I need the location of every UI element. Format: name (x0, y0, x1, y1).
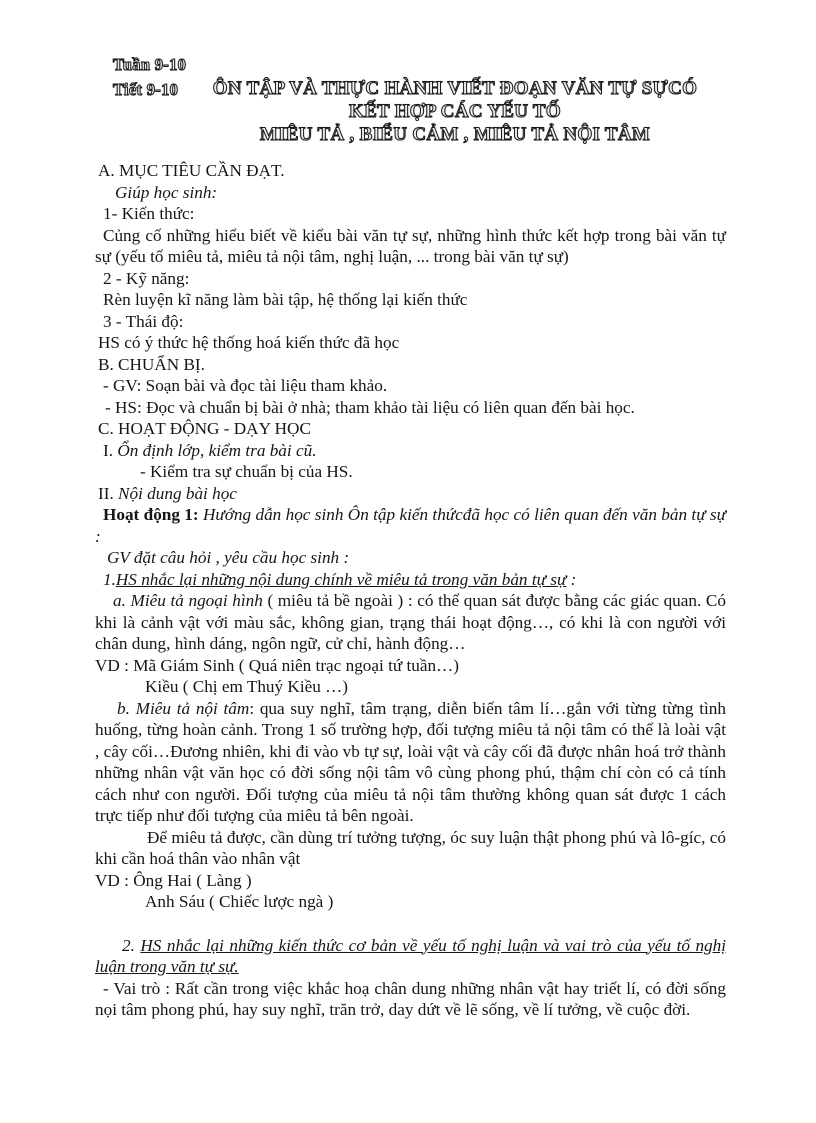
hoat-dong-1-label: Hoạt động 1: (103, 505, 203, 524)
heading-chuan-bi: B. CHUẨN BỊ. (98, 354, 205, 374)
para-item-1 (95, 569, 726, 591)
title-line-2: KẾT HỢP CÁC YẾU TỐ (349, 101, 561, 122)
period-label: Tiết 9-10 (113, 80, 179, 99)
para-de-mieu-ta: Để miêu tả được, cần dùng trí tưởng tượng, óc suy luận thật phong phú và lô-gíc, có khi cần hoá thân vào nhân vật (95, 827, 726, 868)
line-noi-dung (95, 483, 726, 505)
line-vd-ma-giam-sinh: VD : Mã Giám Sinh ( Quá niên trạc ngoại tứ tuần…) (95, 655, 459, 675)
para-hoat-dong-1 (95, 504, 726, 547)
heading-hoat-dong-day-hoc: C. HOẠT ĐỘNG - DẠY HỌC (98, 419, 311, 438)
item-1-text: HS nhắc lại những nội dung chính về miêu tả trong văn bản tự sự (115, 569, 567, 589)
document-body (95, 160, 726, 1021)
mieu-ta-noi-tam-text: : qua suy nghĩ, tâm trạng, diễn biến tâm lí…gắn với từng từng tình huống, từng hoàn cảnh. Trong 1 số trường hợp, đối tượng miêu tả nội tâm có thể là loài vật , cây cối…Đương nhiên, khi đi vào vb tự sự, loài vật và cây cối đã được nhân hoá trở thành những nhân vật văn học có đời sống nội tâm vô cùng phong phú, thậm chí còn có cả tính cách như con người. Đối tượng của miêu tả nội tâm thường không quan sát được 1 cách trực tiếp như đối tượng của miêu tả bên ngoài. (95, 698, 726, 825)
mieu-ta-noi-tam-label: b. Miêu tả nội tâm (117, 698, 250, 718)
line-vd-ong-hai: VD : Ông Hai ( Làng ) (95, 870, 252, 890)
line-giup-hoc-sinh: Giúp học sinh: (115, 182, 218, 202)
hoat-dong-1-text: Hướng dẫn học sinh Ôn tập kiến thứcđã học có liên quan đến văn bản tự sự : (95, 505, 726, 546)
item-2-number: 2. (122, 935, 141, 955)
heading-muc-tieu: A. MỤC TIÊU CẦN ĐẠT. (98, 161, 285, 180)
label-kien-thuc: 1- Kiến thức: (103, 204, 195, 223)
item-1-number: 1. (103, 569, 116, 589)
item-1-tail: : (566, 569, 577, 589)
title-line-1: ÔN TẬP VÀ THỰC HÀNH VIẾT ĐOẠN VĂN TỰ SỰCÓ (212, 78, 698, 99)
line-gv-dat-cau-hoi: GV đặt câu hỏi , yêu cầu học sinh : (107, 548, 350, 567)
line-hs: - HS: Đọc và chuẩn bị bài ở nhà; tham khảo tài liệu có liên quan đến bài học. (105, 397, 635, 417)
on-dinh-text: Ổn định lớp, kiểm tra bài cũ. (117, 440, 317, 460)
para-vai-tro: - Vai trò : Rất cần trong việc khắc hoạ chân dung những nhân vật hay triết lí, có đời sống nọi tâm phong phú, hay suy nghĩ, trăn trở, day dứt về lẽ sống, về lí tưởng, về cuộc đời. (95, 978, 726, 1019)
label-thai-do: 3 - Thái độ: (103, 311, 184, 331)
line-kiem-tra: - Kiểm tra sự chuẩn bị của HS. (140, 462, 353, 481)
week-label: Tuần 9-10 (113, 55, 187, 74)
roman-ii: II. (98, 483, 119, 503)
mieu-ta-ngoai-hinh-text: ( miêu tả bề ngoài ) : có thể quan sát được bằng các giác quan. Có khi là cảnh vật với màu sắc, không gian, trạng thái hoạt động…, có khi là con người với chân dung, hình dáng, ngôn ngữ, cử chỉ, hành động… (95, 591, 726, 653)
line-on-dinh-lop (95, 440, 726, 462)
document-title (150, 77, 760, 146)
document-header (0, 0, 816, 146)
line-kieu: Kiều ( Chị em Thuý Kiều …) (145, 677, 349, 696)
noi-dung-text: Nội dung bài học (118, 483, 237, 503)
para-ky-nang: Rèn luyện kĩ năng làm bài tập, hệ thống lại kiến thức (103, 290, 468, 309)
para-item-2 (95, 935, 726, 978)
mieu-ta-ngoai-hinh-label: a. Miêu tả ngoại hình (113, 591, 263, 610)
item-2-text: HS nhắc lại những kiến thức cơ bản về yếu tố nghị luận và vai trò của yếu tố nghị luận trong văn tự sự. (95, 935, 727, 976)
roman-i: I. (103, 440, 118, 460)
para-mieu-ta-ngoai-hinh (95, 590, 726, 655)
line-gv: - GV: Soạn bài và đọc tài liệu tham khảo. (103, 376, 388, 395)
label-ky-nang: 2 - Kỹ năng: (103, 268, 190, 288)
line-anh-sau: Anh Sáu ( Chiếc lược ngà ) (145, 892, 334, 911)
para-mieu-ta-noi-tam (95, 698, 726, 827)
header-left-labels (113, 52, 186, 102)
title-line-3: MIÊU TẢ , BIỂU CẢM , MIÊU TẢ NỘI TÂM (259, 124, 651, 145)
para-kien-thuc: Củng cố những hiểu biết về kiểu bài văn tự sự, những hình thức kết hợp trong bài văn tự sự (yếu tố miêu tả, miêu tả nội tâm, nghị luận, ... trong bài văn tự sự) (95, 225, 726, 266)
para-thai-do: HS có ý thức hệ thống hoá kiến thức đã học (98, 333, 400, 352)
